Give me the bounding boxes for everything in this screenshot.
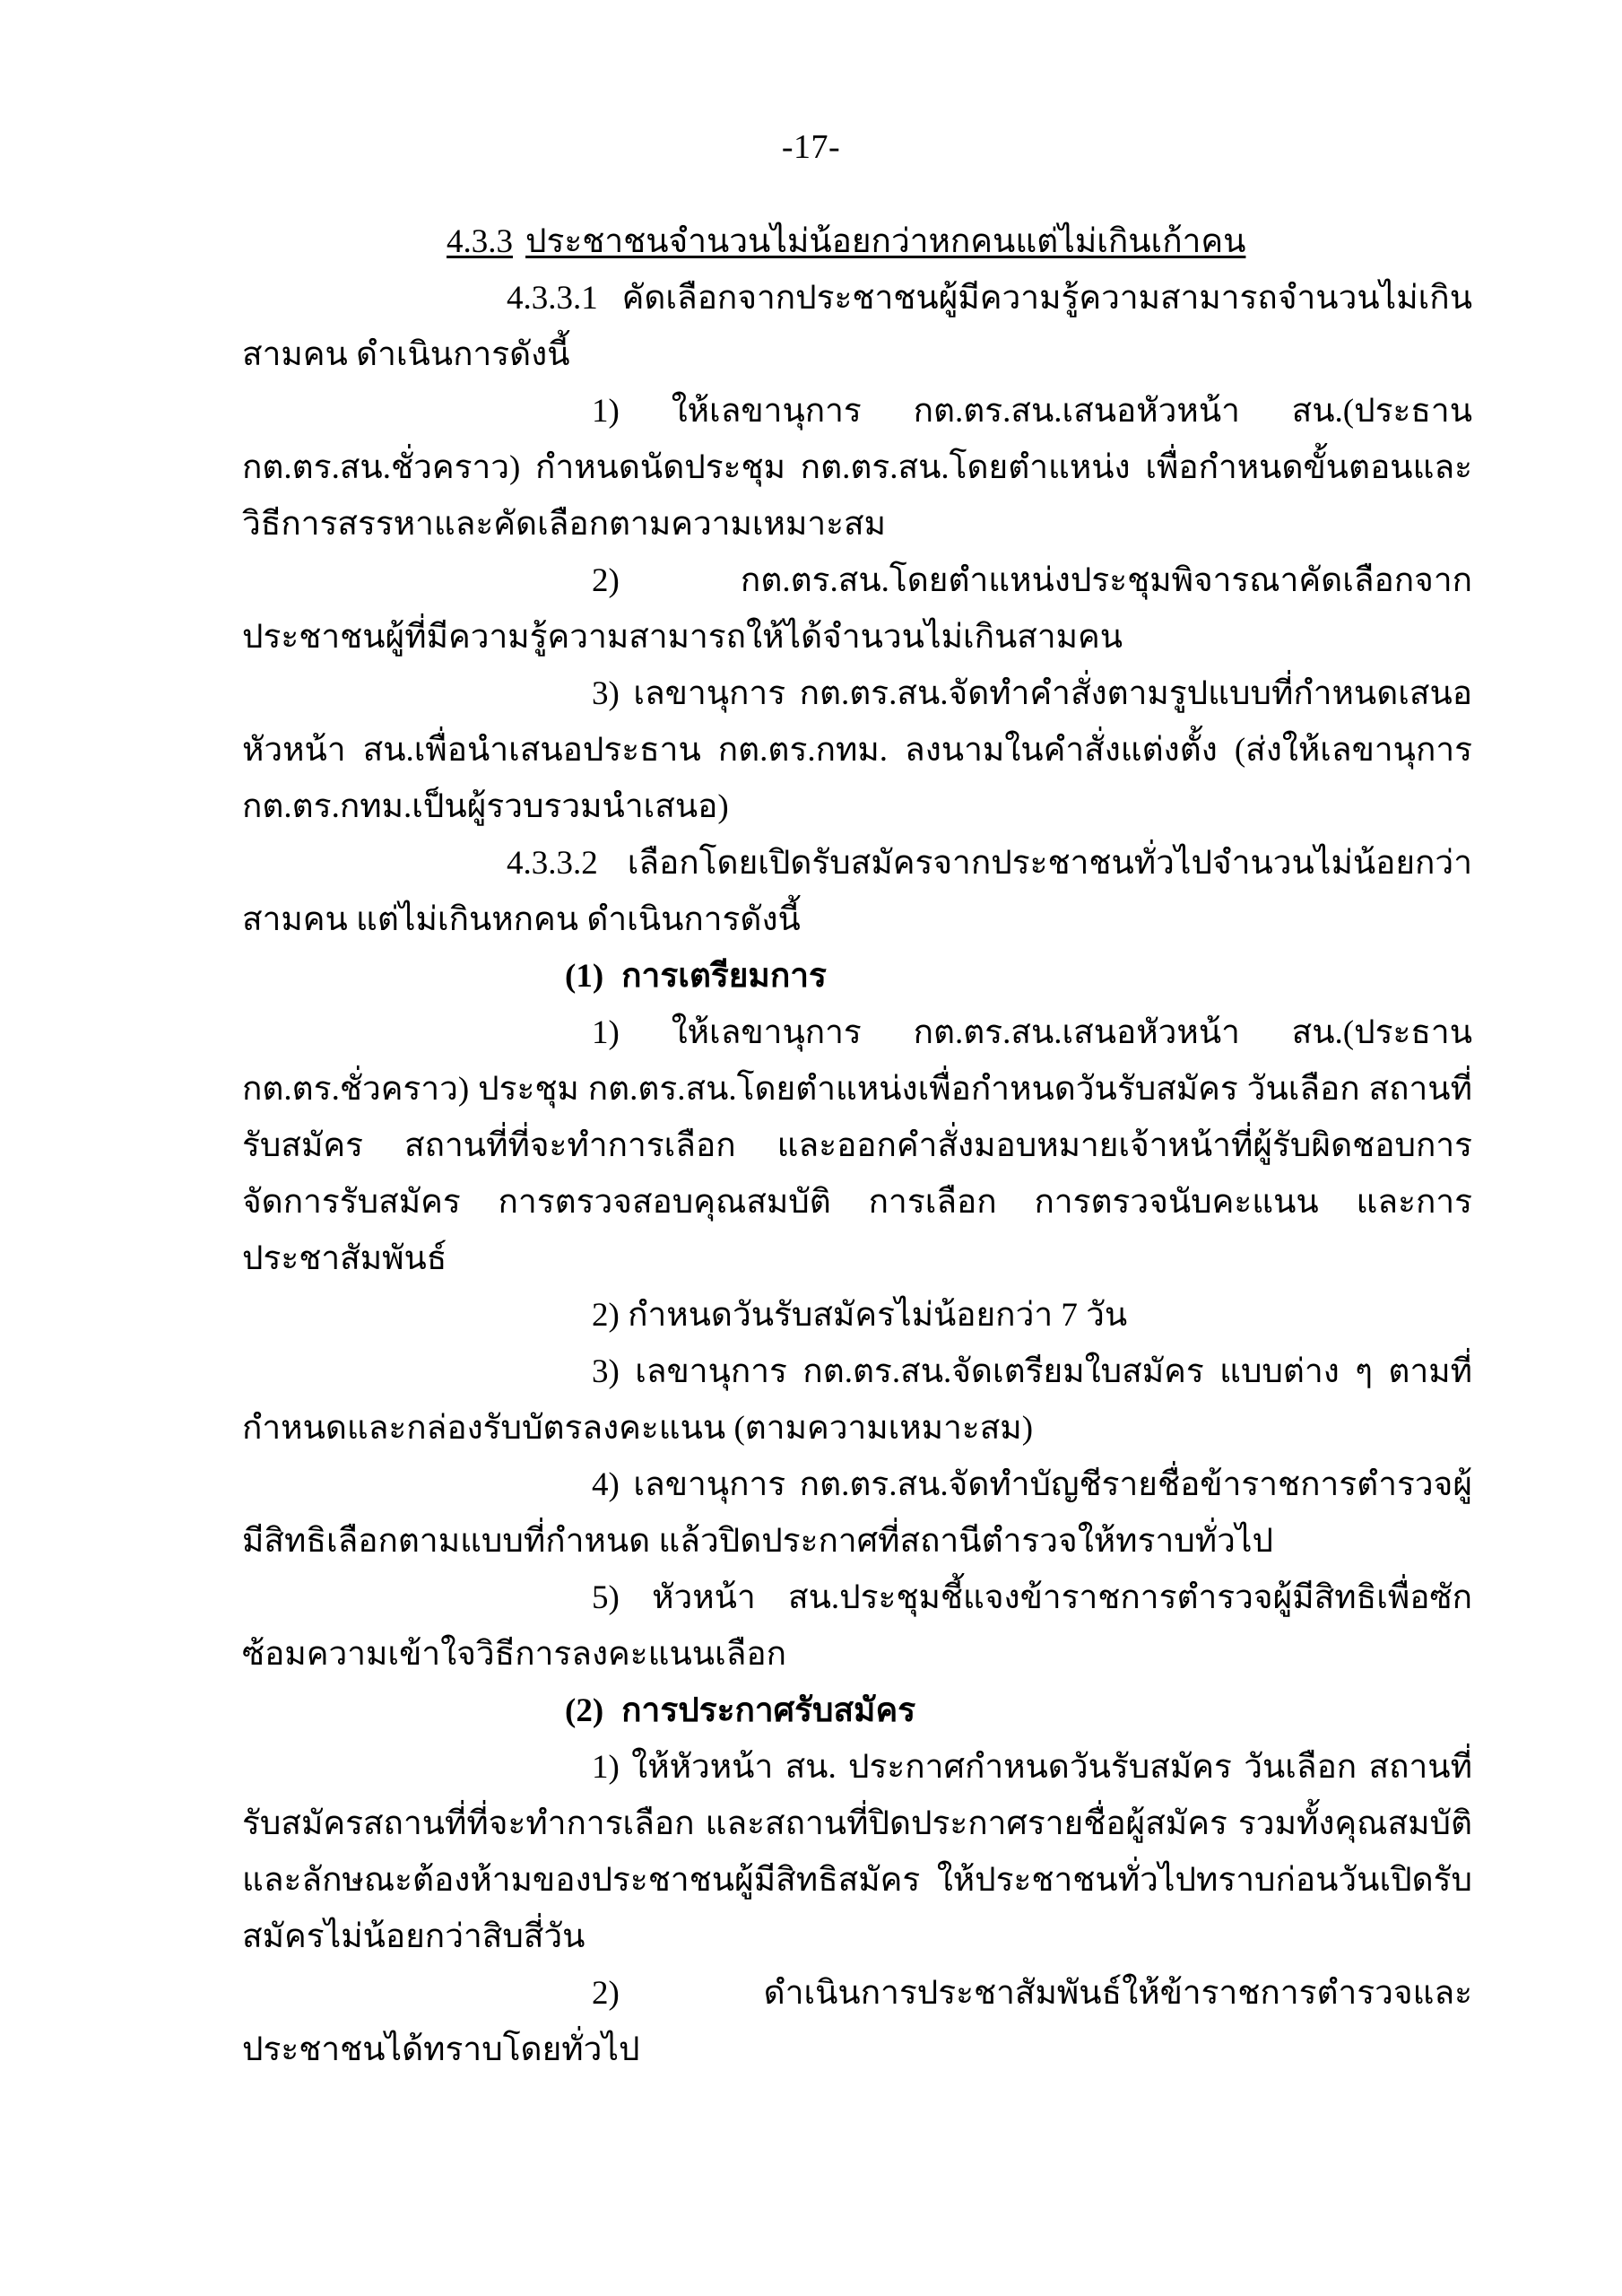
page-number: -17- — [781, 128, 841, 166]
paragraph-4-3-3-2: 4.3.3.2 เลือกโดยเปิดรับสมัครจากประชาชนทั่วไปจำนวนไม่น้อยกว่าสามคน แต่ไม่เกินหกคน ดำเนินการดังนี้ — [242, 845, 1472, 938]
list-item-1-4: 4) เลขานุการ กต.ตร.สน.จัดทำบัญชีรายชื่อข้าราชการตำรวจผู้มีสิทธิเลือกตามแบบที่กำหนด แล้วปิดประกาศที่สถานีตำรวจให้ทราบทั่วไป — [242, 1466, 1472, 1560]
section-marker: 4.3.3 — [447, 223, 513, 260]
list-item-4-3-3-1-3: 3) เลขานุการ กต.ตร.สน.จัดทำคำสั่งตามรูปแบบที่กำหนดเสนอหัวหน้า สน.เพื่อนำเสนอประธาน กต.ตร.กทม. ลงนามในคำสั่งแต่งตั้ง (ส่งให้เลขานุการ กต.ตร.กทม.เป็นผู้รวบรวมนำเสนอ) — [242, 675, 1472, 825]
section-heading-4-3-3 — [242, 213, 1472, 270]
subsection-title-1: การเตรียมการ — [621, 958, 827, 995]
paragraph-4-3-3-1: 4.3.3.1 คัดเลือกจากประชาชนผู้มีความรู้ความสามารถจำนวนไม่เกินสามคน ดำเนินการดังนี้ — [242, 280, 1472, 373]
subsection-marker-1: (1) — [565, 958, 604, 995]
list-item-4-3-3-1-1: 1) ให้เลขานุการ กต.ตร.สน.เสนอหัวหน้า สน.(ประธาน กต.ตร.สน.ชั่วคราว) กำหนดนัดประชุม กต.ตร.สน.โดยตำแหน่ง เพื่อกำหนดขั้นตอนและวิธีการสรรหาและคัดเลือกตามความเหมาะสม — [242, 393, 1472, 543]
list-item-1-3: 3) เลขานุการ กต.ตร.สน.จัดเตรียมใบสมัคร แบบต่าง ๆ ตามที่กำหนดและกล่องรับบัตรลงคะแนน (ตามความเหมาะสม) — [242, 1353, 1472, 1447]
list-item-1-1: 1) ให้เลขานุการ กต.ตร.สน.เสนอหัวหน้า สน.(ประธาน กต.ตร.ชั่วคราว) ประชุม กต.ตร.สน.โดยตำแหน่งเพื่อกำหนดวันรับสมัคร วันเลือก สถานที่รับสมัคร สถานที่ที่จะทำการเลือก และออกคำสั่งมอบหมายเจ้าหน้าที่ผู้รับผิดชอบการจัดการรับสมัคร การตรวจสอบคุณสมบัติ การเลือก การตรวจนับคะแนน และการประชาสัมพันธ์ — [242, 1014, 1472, 1277]
section-title: ประชาชนจำนวนไม่น้อยกว่าหกคนแต่ไม่เกินเก้าคน — [525, 223, 1246, 260]
subsection-heading-1 — [242, 948, 1472, 1004]
document-body — [242, 213, 1472, 2078]
list-item-2-2: 2) ดำเนินการประชาสัมพันธ์ให้ข้าราชการตำรวจและประชาชนได้ทราบโดยทั่วไป — [242, 1975, 1472, 2068]
subsection-heading-2 — [242, 1683, 1472, 1739]
list-item-1-5: 5) หัวหน้า สน.ประชุมชี้แจงข้าราชการตำรวจผู้มีสิทธิเพื่อซักซ้อมความเข้าใจวิธีการลงคะแนนเลือก — [242, 1579, 1472, 1673]
list-item-4-3-3-1-2: 2) กต.ตร.สน.โดยตำแหน่งประชุมพิจารณาคัดเลือกจากประชาชนผู้ที่มีความรู้ความสามารถให้ได้จำนวนไม่เกินสามคน — [242, 562, 1472, 656]
list-item-2-1: 1) ให้หัวหน้า สน. ประกาศกำหนดวันรับสมัคร วันเลือก สถานที่รับสมัครสถานที่ที่จะทำการเลือก และสถานที่ปิดประกาศรายชื่อผู้สมัคร รวมทั้งคุณสมบัติและลักษณะต้องห้ามของประชาชนผู้มีสิทธิสมัคร ให้ประชาชนทั่วไปทราบก่อนวันเปิดรับสมัครไม่น้อยกว่าสิบสี่วัน — [242, 1749, 1472, 1955]
list-item-1-2: 2) กำหนดวันรับสมัครไม่น้อยกว่า 7 วัน — [592, 1297, 1128, 1334]
subsection-title-2: การประกาศรับสมัคร — [621, 1692, 916, 1729]
subsection-marker-2: (2) — [565, 1692, 604, 1729]
